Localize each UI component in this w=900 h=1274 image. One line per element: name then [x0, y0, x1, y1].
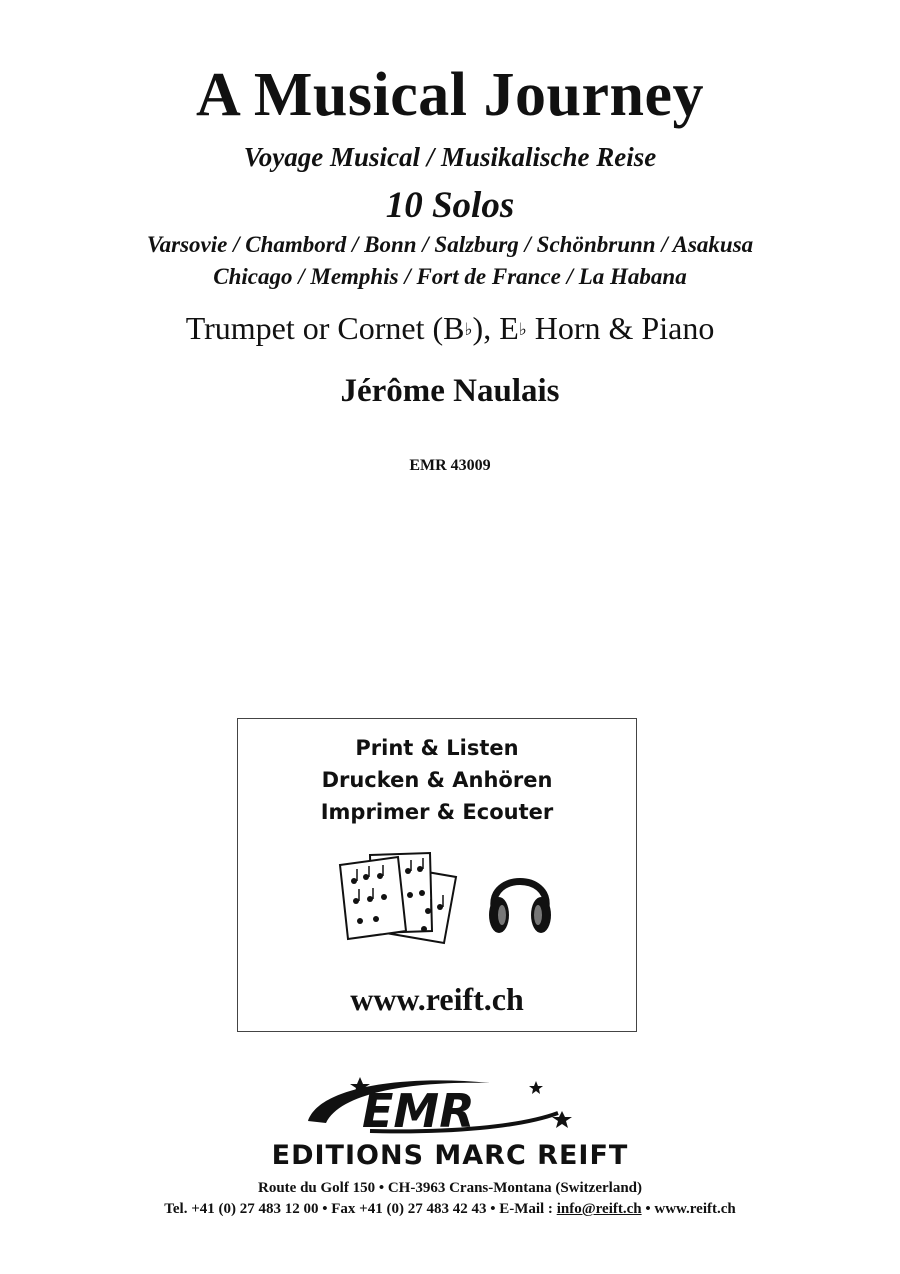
emr-logo-text: EMR: [362, 1084, 475, 1135]
publisher-contact: [0, 1201, 900, 1218]
cover-title: A Musical Journey: [196, 61, 704, 129]
instrumentation-part-1: Trumpet or Cornet (B: [185, 310, 465, 346]
publisher-name: EDITIONS MARC REIFT: [271, 1140, 629, 1171]
composer-name: Jérôme Naulais: [340, 373, 560, 409]
email-link[interactable]: info@reift.ch: [556, 1201, 642, 1217]
promo-line-english: Print & Listen: [355, 736, 519, 760]
sheet-music-icon: [336, 849, 468, 945]
places-line-2: Chicago / Memphis / Fort de France / La Habana: [213, 264, 687, 289]
instrumentation-part-2: ), E: [472, 310, 519, 346]
flat-sign: ♭: [518, 320, 527, 339]
cover-subtitle: Voyage Musical / Musikalische Reise: [243, 142, 657, 172]
headphones-icon: [484, 859, 556, 937]
contact-website: • www.reift.ch: [641, 1201, 736, 1217]
promo-website-link[interactable]: www.reift.ch: [350, 981, 524, 1017]
places-line-1: Varsovie / Chambord / Bonn / Salzburg / Schönbrunn / Asakusa: [146, 232, 754, 257]
contact-phone-fax: Tel. +41 (0) 27 483 12 00 • Fax +41 (0) 27 483 42 43 • E-Mail :: [164, 1201, 557, 1217]
instrumentation-part-3: Horn & Piano: [526, 310, 715, 346]
print-listen-box: [237, 718, 637, 1032]
emr-logo: [300, 1073, 590, 1135]
flat-sign: ♭: [464, 320, 473, 339]
promo-line-french: Imprimer & Ecouter: [320, 800, 554, 824]
publisher-address: Route du Golf 150 • CH-3963 Crans-Montana (Switzerland): [258, 1180, 642, 1196]
instrumentation: [0, 310, 900, 347]
catalog-code: EMR 43009: [409, 457, 491, 474]
solos-count: 10 Solos: [385, 185, 515, 226]
promo-line-german: Drucken & Anhören: [321, 768, 553, 792]
